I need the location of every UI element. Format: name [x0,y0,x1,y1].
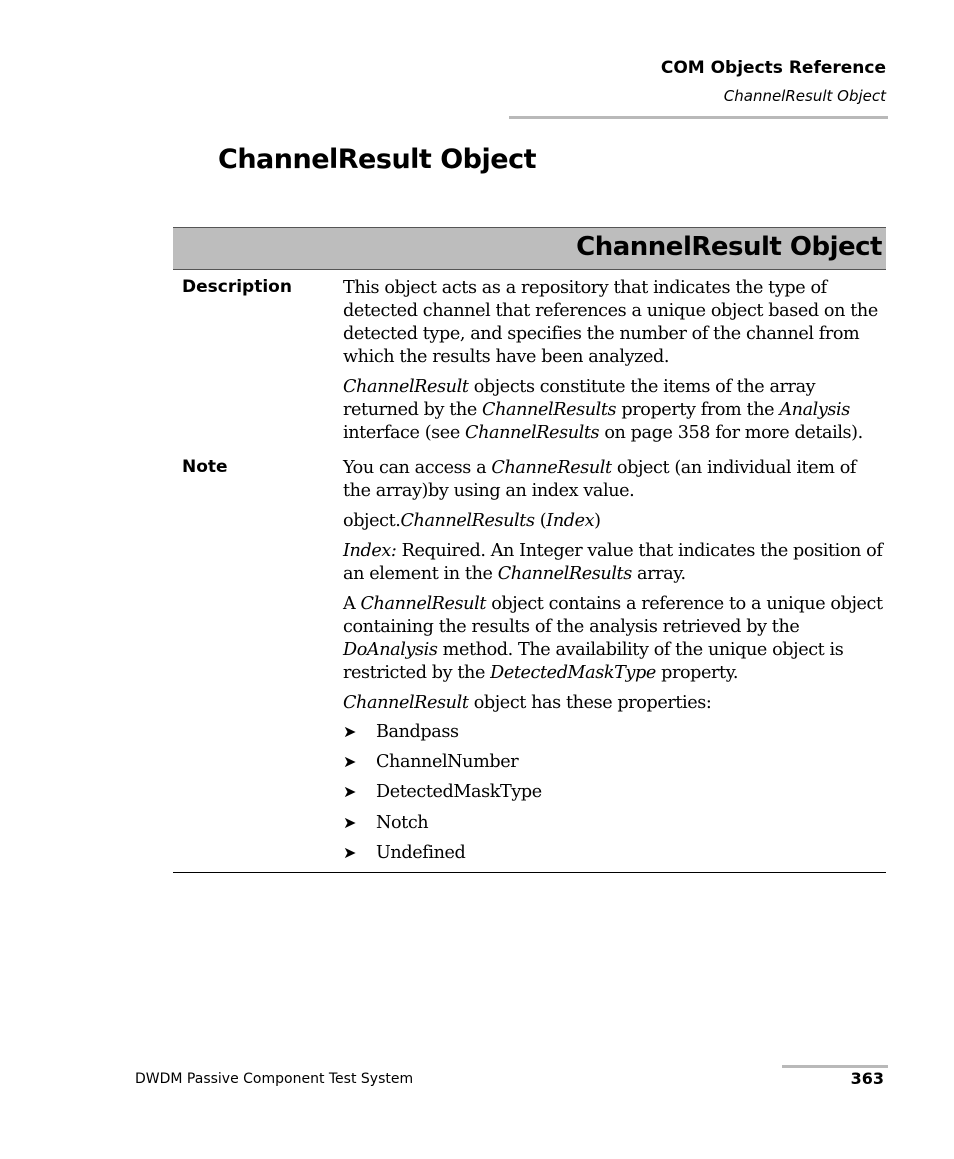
text-run: DoAnalysis [343,640,438,660]
text-run: Index [546,511,595,531]
property-name: DetectedMaskType [376,782,542,803]
text-run: interface (see [343,423,466,443]
running-header-title: COM Objects Reference [660,58,886,78]
note-paragraph-1 [343,457,888,503]
text-run: ChannelResult [343,693,469,713]
text-run: object has these properties: [468,693,712,713]
note-paragraph-properties-intro [343,692,888,715]
text-run: property. [655,663,739,683]
text-run: A [343,594,361,614]
note-paragraph-reference [343,593,888,685]
text-run: object contains a reference to a unique object containing the results of the analysis retrieved by the [343,594,883,637]
table-heading-bar [173,227,886,270]
text-run: method. The availability of the unique object is restricted by the [343,640,844,683]
arrow-bullet-icon: ➤ [343,782,357,802]
running-header-subtitle: ChannelResult Object [723,87,886,105]
arrow-bullet-icon: ➤ [343,752,357,772]
text-run: object. [343,511,401,531]
text-run: ChannelResult [343,377,469,397]
text-run: Index: [343,541,397,561]
description-paragraph-1: This object acts as a repository that indicates the type of detected channel that references a unique object based on the detected type, and specifies the number of the channel from which the results have been analyzed. [343,278,878,367]
note-paragraph-index [343,540,888,586]
text-run: ChannelResults [465,423,600,443]
text-run: ChannelResults [400,511,535,531]
arrow-bullet-icon: ➤ [343,722,357,741]
text-run: DetectedMaskType [490,663,656,683]
text-run: Required. An Integer value that indicates the position of an element in the [343,541,883,584]
page-title: ChannelResult Object [218,144,536,175]
property-name: Notch [376,812,429,833]
text-run: on page 358 for more details). [599,423,863,443]
text-run: ChannelResults [497,564,632,584]
description-label: Description [182,277,292,297]
text-run: You can access a [343,458,492,478]
property-list [343,720,542,871]
footer-rule [782,1065,888,1068]
text-run: ( [534,511,547,531]
list-item [343,811,542,841]
note-syntax-line [343,510,888,533]
list-item [343,780,542,810]
footer-product-name: DWDM Passive Component Test System [135,1071,414,1087]
text-run: ) [594,511,601,531]
text-run: property from the [616,400,780,420]
page-number: 363 [850,1069,884,1088]
list-item [343,750,542,780]
text-run: ChanneResult [491,458,612,478]
header-rule [509,116,888,119]
arrow-bullet-icon: ➤ [343,812,357,832]
text-run: ChannelResult [360,594,486,614]
text-run: Analysis [779,400,850,420]
note-label: Note [182,457,228,477]
text-run: objects constitute the items of the array returned by the [343,377,816,420]
text-run: array. [631,564,686,584]
text-run: ChannelResults [482,400,617,420]
list-item [343,720,542,750]
arrow-bullet-icon: ➤ [343,842,357,862]
table-bottom-rule [173,872,886,873]
property-name: ChannelNumber [376,752,519,773]
property-name: Bandpass [376,722,459,742]
description-paragraph-2 [343,376,888,445]
list-item [343,841,542,871]
text-run: object (an individual item of the array)by using an index value. [343,458,857,501]
property-name: Undefined [376,842,466,863]
table-heading: ChannelResult Object [576,232,882,262]
